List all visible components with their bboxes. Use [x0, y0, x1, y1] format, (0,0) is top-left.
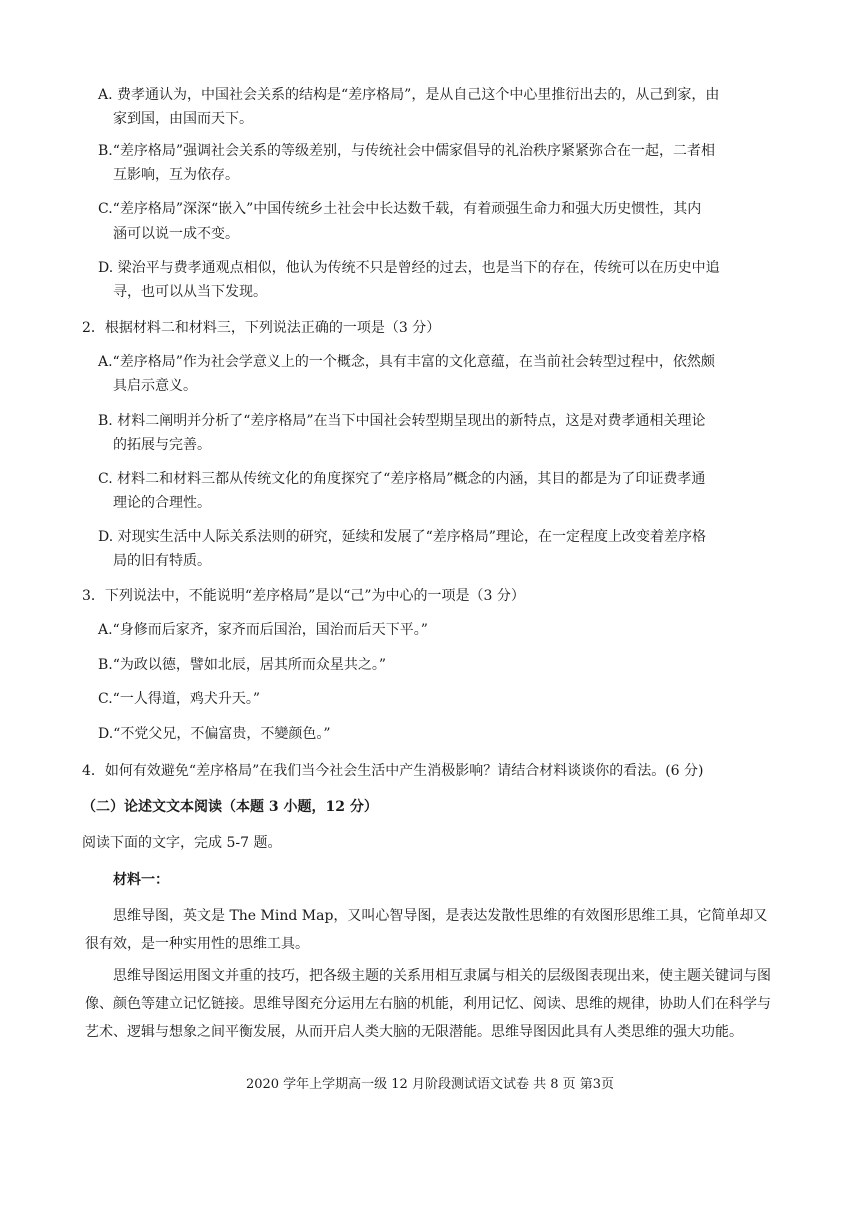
- q3-option-c: C.“一人得道，鸡犬升天。”: [98, 691, 260, 707]
- section-instruction: 阅读下面的文字，完成 5-7 题。: [82, 835, 282, 851]
- q4-stem: 4．如何有效避免“差序格局”在我们当今社会生活中产生消极影响？请结合材料谈谈你的看法。(6 分): [82, 763, 704, 779]
- q3-option-a: A.“身修而后家齐，家齐而后国治，国治而后天下平。”: [98, 622, 428, 638]
- section-title: （二）论述文文本阅读（本题 3 小题，12 分）: [82, 799, 378, 815]
- material-label: 材料一：: [113, 872, 169, 888]
- q2-option-a-line1: A.“差序格局”作为社会学意义上的一个概念，具有丰富的文化意蕴，在当前社会转型过程中，依然颇: [98, 354, 715, 370]
- q1-option-a-line2: 家到国，由国而天下。: [113, 111, 253, 127]
- q2-option-b-line1: B. 材料二阐明并分析了“差序格局”在当下中国社会转型期呈现出的新特点，这是对费孝通相关理论: [98, 413, 706, 429]
- q3-option-b: B.“为政以德，譬如北辰，居其所而众星共之。”: [98, 657, 387, 673]
- material-paragraph-2: 思维导图运用图文并重的技巧，把各级主题的关系用相互隶属与相关的层级图表现出来，使主题关键词与图像、颜色等建立记忆链接。思维导图充分运用左右脑的机能，利用记忆、阅读、思维的规律，协助人们在科学与艺术、逻辑与想象之间平衡发展，从而开启人类大脑的无限潜能。思维导图因此具有人类思维的强大功能。: [85, 968, 771, 1040]
- q2-option-d-line1: D. 对现实生活中人际关系法则的研究，延续和发展了“差序格局”理论，在一定程度上改变着差序格: [98, 529, 706, 545]
- q1-option-d-line1: D. 梁治平与费孝通观点相似，他认为传统不只是曾经的过去，也是当下的存在，传统可以在历史中追: [98, 260, 720, 276]
- q1-option-b-line2: 互影响，互为依存。: [113, 167, 239, 183]
- q3-option-d: D.“不党父兄，不偏富贵，不變颜色。”: [98, 726, 331, 742]
- q1-option-c-line1: C.“差序格局”深深“嵌入”中国传统乡土社会中长达数千载，有着顽强生命力和强大历史惯性，其内: [98, 201, 702, 217]
- q2-option-c-line2: 理论的合理性。: [113, 495, 211, 511]
- q2-option-a-line2: 具启示意义。: [113, 378, 197, 394]
- q1-option-a-line1: A. 费孝通认为，中国社会关系的结构是“差序格局”，是从自己这个中心里推衍出去的，从己到家，由: [98, 87, 720, 103]
- q1-option-d-line2: 寻，也可以从当下发现。: [113, 284, 267, 300]
- q1-option-c-line2: 涵可以说一成不变。: [113, 226, 239, 242]
- q2-stem: 2．根据材料二和材料三，下列说法正确的一项是（3 分）: [82, 320, 441, 336]
- q2-option-d-line2: 局的旧有特质。: [113, 553, 211, 569]
- q1-option-b-line1: B.“差序格局”强调社会关系的等级差别，与传统社会中儒家倡导的礼治秩序紧紧弥合在一起，二者相: [98, 143, 716, 159]
- material-paragraph-1: 思维导图，英文是 The Mind Map，又叫心智导图，是表达发散性思维的有效图形思维工具，它简单却又很有效，是一种实用性的思维工具。: [85, 908, 768, 952]
- page-footer: 2020 学年上学期高一级 12 月阶段测试语文试卷 共 8 页 第3页: [245, 1077, 615, 1092]
- q3-stem: 3．下列说法中，不能说明“差序格局”是以“己”为中心的一项是（3 分）: [82, 588, 525, 604]
- q2-option-b-line2: 的拓展与完善。: [113, 437, 211, 453]
- q2-option-c-line1: C. 材料二和材料三都从传统文化的角度探究了“差序格局”概念的内涵，其目的都是为了印证费孝通: [98, 471, 706, 487]
